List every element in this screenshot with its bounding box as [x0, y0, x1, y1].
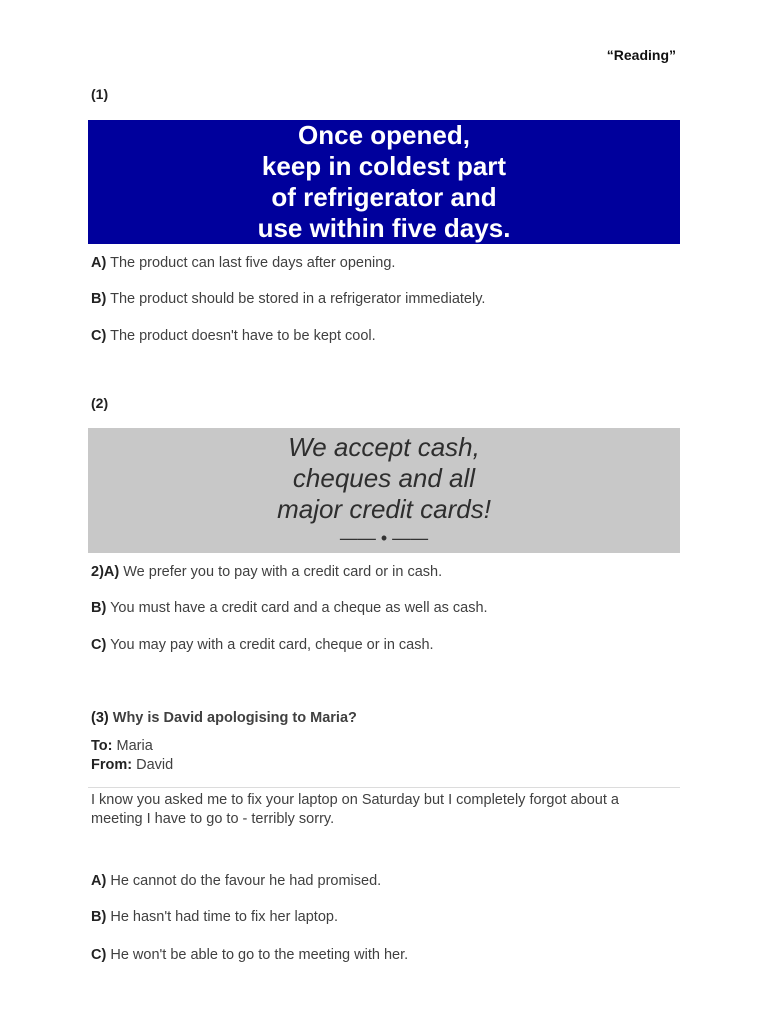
from-value: David	[136, 757, 174, 773]
option-letter: B)	[91, 291, 107, 307]
to-value: Maria	[116, 738, 153, 754]
question-3-number: (3)	[91, 710, 109, 726]
sign-line: use within five days.	[257, 213, 511, 243]
sign-ornament: —— • ——	[339, 528, 429, 548]
option-text: The product doesn't have to be kept cool.	[110, 328, 376, 344]
q3-option-c[interactable]	[91, 947, 408, 963]
message-to	[91, 738, 153, 754]
q3-option-a[interactable]	[91, 873, 381, 889]
question-2-number: (2)	[91, 395, 109, 411]
option-letter: B)	[91, 909, 107, 925]
option-text: He hasn't had time to fix her laptop.	[110, 909, 338, 925]
option-text: He cannot do the favour he had promised.	[110, 873, 382, 889]
question-3-text: Why is David apologising to Maria?	[112, 710, 357, 726]
divider	[88, 787, 680, 788]
payment-sign	[88, 428, 680, 553]
sign-line: keep in coldest part	[261, 151, 507, 181]
page-title: “Reading”	[606, 47, 676, 63]
message-body: I know you asked me to fix your laptop on Saturday but I completely forgot about a meeting I have to go to - terribly sorry.	[91, 792, 619, 827]
option-text: The product should be stored in a refrigerator immediately.	[110, 291, 486, 307]
option-letter: C)	[91, 328, 107, 344]
question-1-number: (1)	[91, 86, 109, 102]
question-3	[91, 710, 357, 726]
option-letter: 2)A)	[91, 564, 120, 580]
to-label: To:	[91, 738, 113, 754]
option-text: He won't be able to go to the meeting with her.	[110, 947, 409, 963]
q1-option-b[interactable]	[91, 291, 485, 307]
refrigerator-sign	[88, 120, 680, 244]
sign-line: We accept cash,	[288, 432, 480, 462]
sign-line: cheques and all	[292, 463, 476, 493]
message-from	[91, 757, 173, 773]
q1-option-a[interactable]	[91, 255, 395, 271]
option-letter: A)	[91, 873, 107, 889]
q2-option-a[interactable]	[91, 564, 442, 580]
option-text: You must have a credit card and a cheque as well as cash.	[110, 600, 488, 616]
sign-line: of refrigerator and	[271, 182, 497, 212]
q3-option-b[interactable]	[91, 909, 338, 925]
option-letter: C)	[91, 947, 107, 963]
q2-option-c[interactable]	[91, 637, 434, 653]
sign-line: Once opened,	[298, 120, 470, 150]
option-letter: C)	[91, 637, 107, 653]
q1-option-c[interactable]	[91, 328, 376, 344]
option-text: We prefer you to pay with a credit card or in cash.	[123, 564, 443, 580]
from-label: From:	[91, 757, 133, 773]
sign-line: major credit cards!	[277, 494, 491, 524]
option-text: The product can last five days after opening.	[110, 255, 396, 271]
q2-option-b[interactable]	[91, 600, 488, 616]
option-letter: A)	[91, 255, 107, 271]
option-text: You may pay with a credit card, cheque or in cash.	[110, 637, 434, 653]
option-letter: B)	[91, 600, 107, 616]
